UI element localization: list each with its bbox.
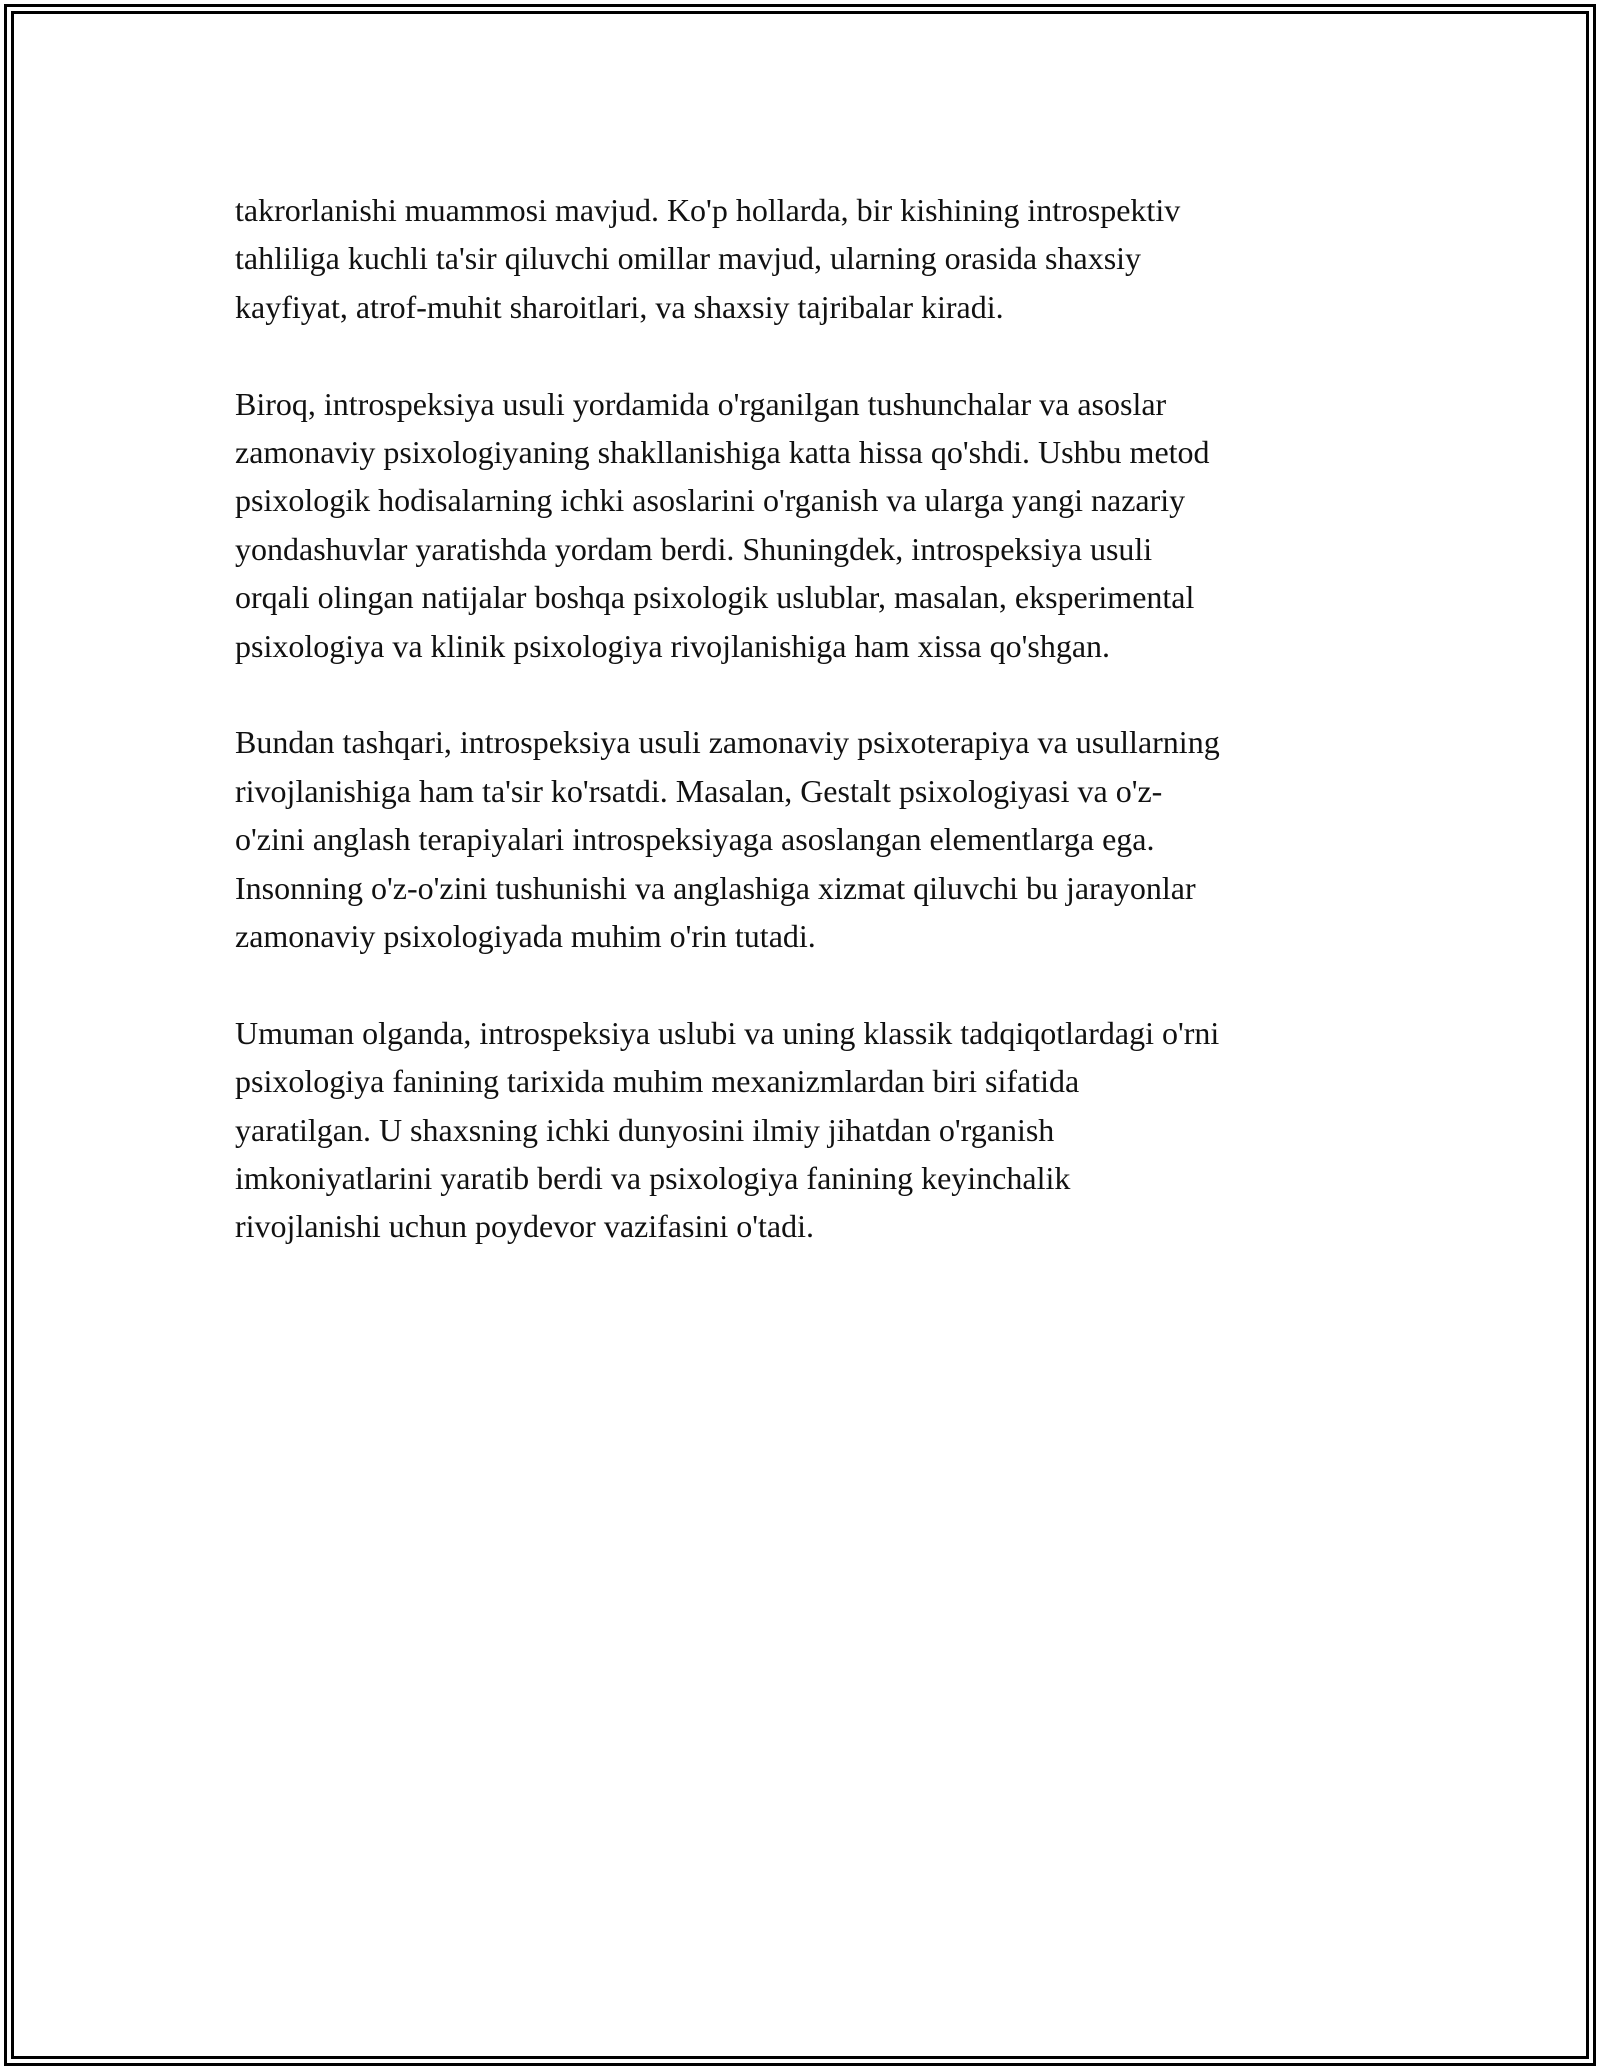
text-line: kayfiyat, atrof-muhit sharoitlari, va shaxsiy tajribalar kiradi. xyxy=(235,288,1004,325)
text-line: rivojlanishi uchun poydevor vazifasini o'tadi. xyxy=(235,1208,814,1245)
paragraph-3 xyxy=(235,718,1385,960)
text-line: psixologik hodisalarning ichki asoslarini o'rganish va ularga yangi nazariy xyxy=(235,482,1186,519)
text-line: zamonaviy psixologiyada muhim o'rin tutadi. xyxy=(235,918,816,955)
text-line: zamonaviy psixologiyaning shakllanishiga katta hissa qo'shdi. Ushbu metod xyxy=(235,434,1210,471)
text-line: psixologiya va klinik psixologiya rivojlanishiga ham xissa qo'shgan. xyxy=(235,627,1111,664)
text-line: Biroq, introspeksiya usuli yordamida o'rganilgan tushunchalar va asoslar xyxy=(235,385,1167,422)
text-line: psixologiya fanining tarixida muhim mexanizmlardan biri sifatida xyxy=(235,1063,1080,1100)
document-body xyxy=(235,186,1385,1299)
paragraph-4 xyxy=(235,1009,1385,1251)
text-line: Umuman olganda, introspeksiya uslubi va uning klassik tadqiqotlardagi o'rni xyxy=(235,1014,1220,1051)
paragraph-1 xyxy=(235,186,1385,331)
text-line: o'zini anglash terapiyalari introspeksiyaga asoslangan elementlarga ega. xyxy=(235,821,1155,858)
text-line: takrorlanishi muammosi mavjud. Ko'p hollarda, bir kishining introspektiv xyxy=(235,192,1181,228)
text-line: yondashuvlar yaratishda yordam berdi. Shuningdek, introspeksiya usuli xyxy=(235,530,1153,567)
text-line: Insonning o'z-o'zini tushunishi va anglashiga xizmat qiluvchi bu jarayonlar xyxy=(235,869,1196,906)
text-line: tahliliga kuchli ta'sir qiluvchi omillar mavjud, ularning orasida shaxsiy xyxy=(235,240,1142,277)
paragraph-2 xyxy=(235,380,1385,670)
text-line: orqali olingan natijalar boshqa psixologik uslublar, masalan, eksperimental xyxy=(235,579,1195,616)
text-line: imkoniyatlarini yaratib berdi va psixologiya fanining keyinchalik xyxy=(235,1160,1071,1197)
text-line: Bundan tashqari, introspeksiya usuli zamonaviy psixoterapiya va usullarning xyxy=(235,724,1220,761)
text-line: yaratilgan. U shaxsning ichki dunyosini ilmiy jihatdan o'rganish xyxy=(235,1111,1055,1148)
text-line: rivojlanishiga ham ta'sir ko'rsatdi. Masalan, Gestalt psixologiyasi va o'z- xyxy=(235,772,1163,809)
